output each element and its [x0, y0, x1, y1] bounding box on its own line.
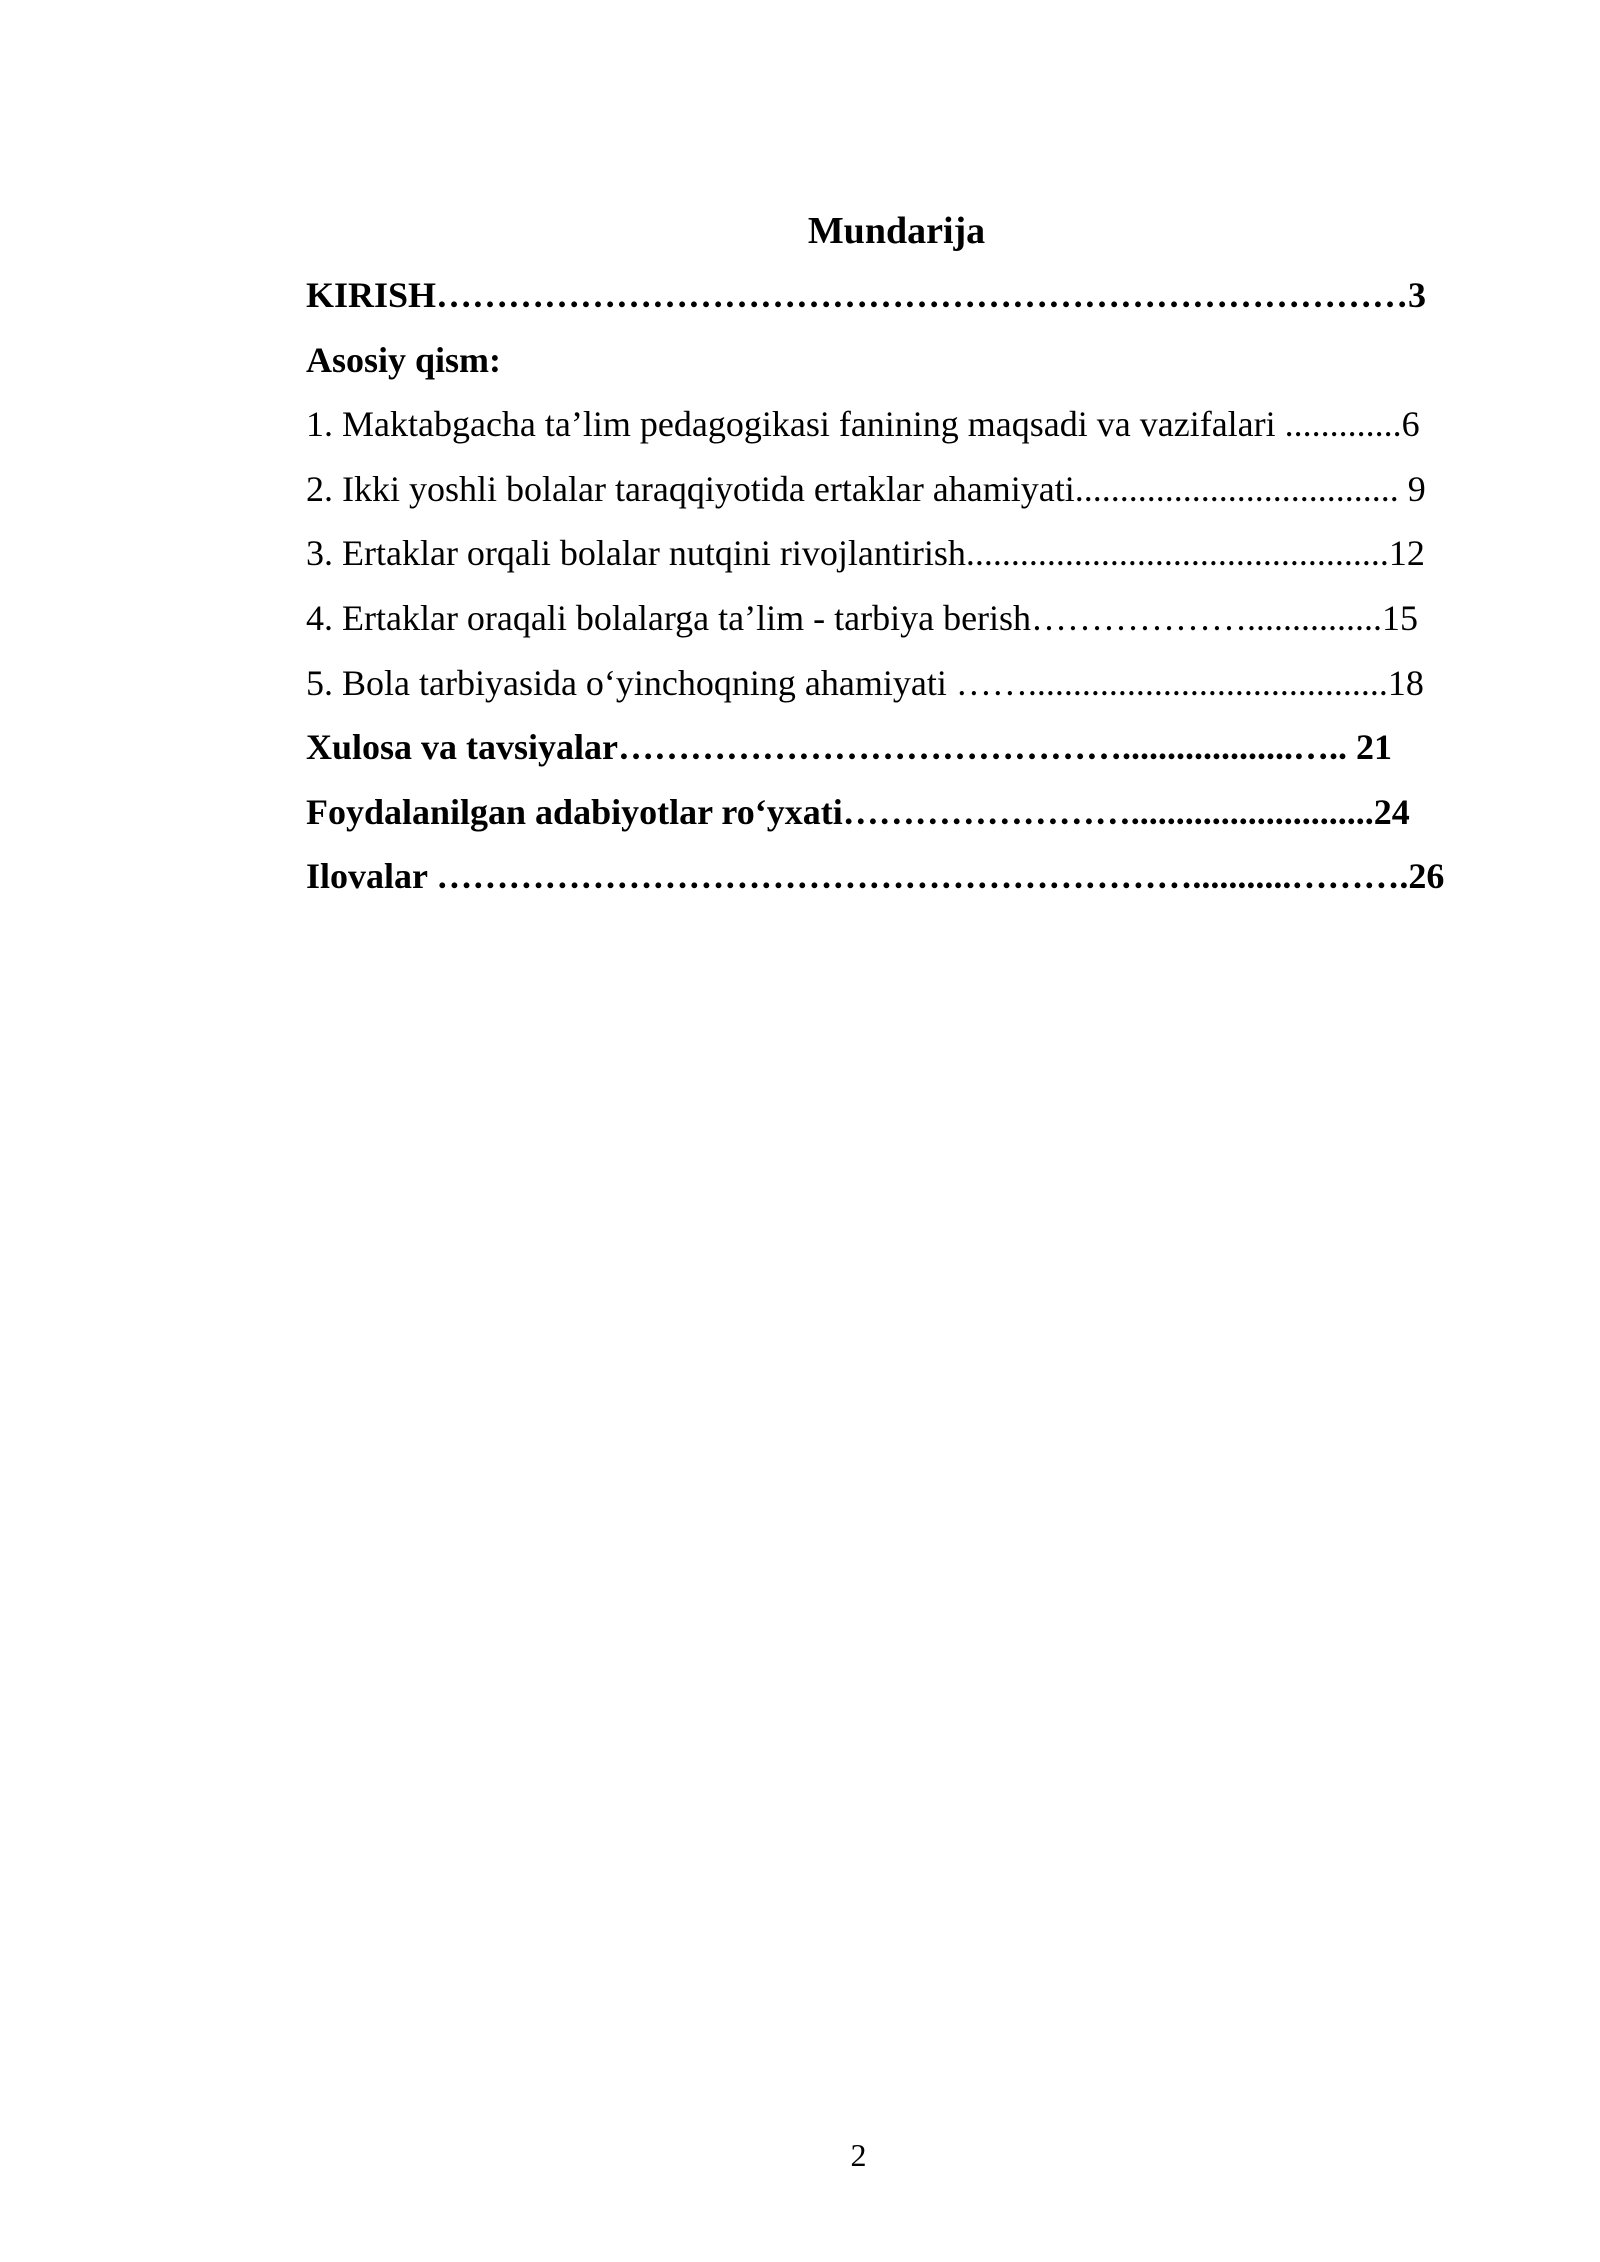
toc-entry-asosiy-qism: Asosiy qism:	[306, 339, 502, 380]
toc-heading-text: Mundarija	[807, 210, 986, 252]
page-number: 2	[850, 2137, 867, 2173]
toc-entry-chapter-2: 2. Ikki yoshli bolalar taraqqiyotida ertaklar ahamiyati.................................... 9	[306, 468, 1426, 509]
toc-entry-ilovalar: Ilovalar ………………………………………………………...........……….26	[306, 856, 1445, 897]
toc-entry-chapter-1: 1. Maktabgacha ta’lim pedagogikasi fanining maqsadi va vazifalari .............6	[306, 404, 1420, 445]
toc-entry-kirish: KIRISH………………………………………………………………………3	[306, 275, 1427, 315]
toc-entry-adabiyotlar: Foydalanilgan adabiyotlar ro‘yxati……………………...........................24	[306, 791, 1410, 832]
toc-entry-chapter-4: 4. Ertaklar oraqali bolalarga ta’lim - tarbiya berish………………...............15	[306, 597, 1419, 638]
table-of-contents	[306, 272, 1496, 918]
toc-entry-xulosa: Xulosa va tavsiyalar……………………………………...................….. 21	[306, 727, 1393, 768]
toc-heading	[0, 207, 1600, 255]
toc-entry-chapter-5: 5. Bola tarbiyasida o‘yinchoqning ahamiyati ……........................................18	[306, 662, 1424, 703]
toc-entry-chapter-3: 3. Ertaklar orqali bolalar nutqini rivojlantirish...............................................12	[306, 533, 1425, 574]
